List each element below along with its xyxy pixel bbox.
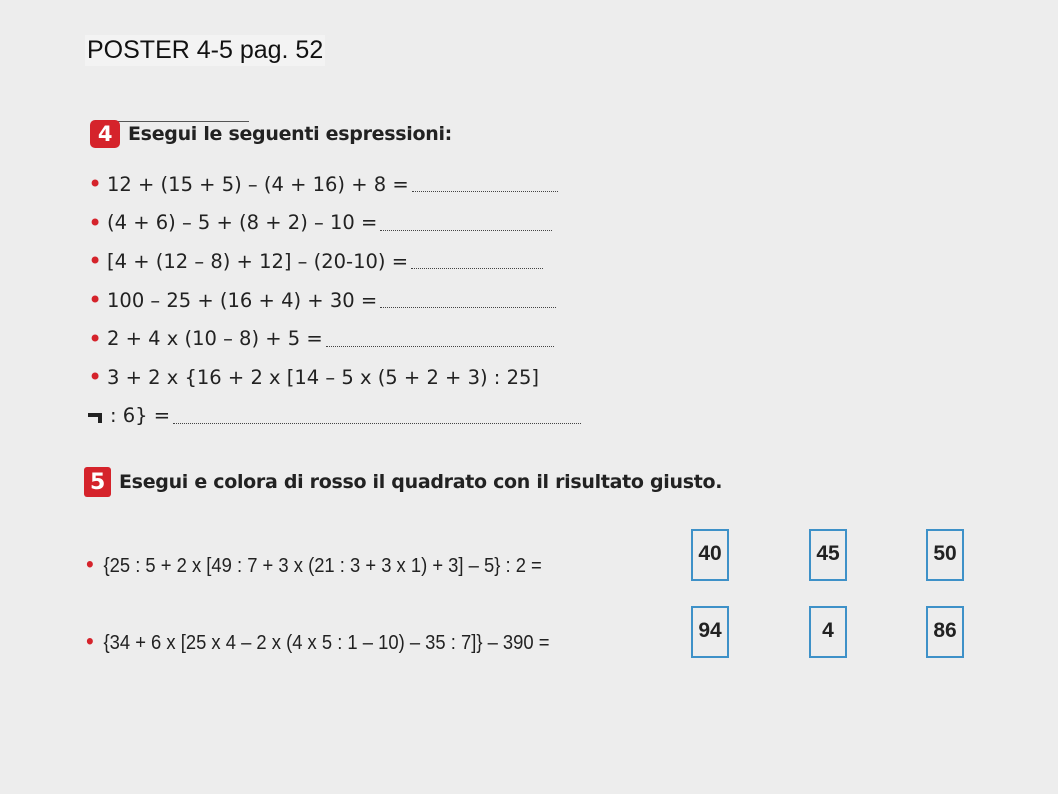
bullet-icon: • <box>88 286 103 315</box>
expression-text: 12 + (15 + 5) – (4 + 16) + 8 = <box>107 172 409 196</box>
answer-box[interactable]: 45 <box>809 529 847 581</box>
answer-line[interactable] <box>412 190 558 192</box>
expression-item <box>88 358 588 397</box>
exercise-4-heading <box>90 120 452 148</box>
expression-item <box>88 165 588 204</box>
answer-line[interactable] <box>326 345 554 347</box>
exercise-5-badge: 5 <box>84 467 111 497</box>
bullet-icon: • <box>88 208 103 237</box>
answer-box[interactable]: 94 <box>691 606 729 658</box>
answer-box[interactable]: 50 <box>926 529 964 581</box>
exercise-4-instruction: Esegui le seguenti espressioni: <box>128 123 452 145</box>
expression-item <box>88 204 588 243</box>
bullet-icon: • <box>88 247 103 276</box>
exercise-5-row <box>86 630 549 655</box>
expression-item <box>88 281 588 320</box>
expression-text: 3 + 2 x {16 + 2 x [14 – 5 x (5 + 2 + 3) : 25] <box>107 365 539 389</box>
expression-text: 100 – 25 + (16 + 4) + 30 = <box>107 288 378 312</box>
answer-line[interactable] <box>411 267 543 269</box>
expression-text: {34 + 6 x [25 x 4 – 2 x (4 x 5 : 1 – 10) – 35 : 7]} – 390 = <box>103 632 550 654</box>
expression-text: {25 : 5 + 2 x [49 : 7 + 3 x (21 : 3 + 3 x 1) + 3] – 5} : 2 = <box>103 555 542 577</box>
answer-line[interactable] <box>380 229 552 231</box>
answer-line[interactable] <box>173 422 581 424</box>
expression-text: (4 + 6) – 5 + (8 + 2) – 10 = <box>107 211 378 235</box>
answer-box[interactable]: 86 <box>926 606 964 658</box>
answer-box[interactable]: 4 <box>809 606 847 658</box>
bullet-icon: • <box>88 324 103 353</box>
bullet-icon: • <box>88 363 103 392</box>
exercise-4-badge: 4 <box>90 120 120 148</box>
exercise-5-row <box>86 553 542 578</box>
bullet-icon: • <box>86 551 94 578</box>
expression-text: : 6} = <box>110 404 171 428</box>
bullet-icon: • <box>88 170 103 199</box>
expression-item <box>88 319 588 358</box>
answer-line[interactable] <box>380 306 556 308</box>
bullet-icon: • <box>86 628 94 655</box>
exercise-5-heading <box>84 467 722 497</box>
page-title: POSTER 4-5 pag. 52 <box>87 36 324 64</box>
answer-box[interactable]: 40 <box>691 529 729 581</box>
expression-text: 2 + 4 x (10 – 8) + 5 = <box>107 327 323 351</box>
expression-item <box>88 242 588 281</box>
exercise-4-list <box>88 165 588 435</box>
expression-text: [4 + (12 – 8) + 12] – (20-10) = <box>107 249 409 273</box>
exercise-5-instruction: Esegui e colora di rosso il quadrato con il risultato giusto. <box>119 471 723 493</box>
expression-item-continuation <box>88 397 588 436</box>
continuation-mark-icon <box>88 413 102 423</box>
